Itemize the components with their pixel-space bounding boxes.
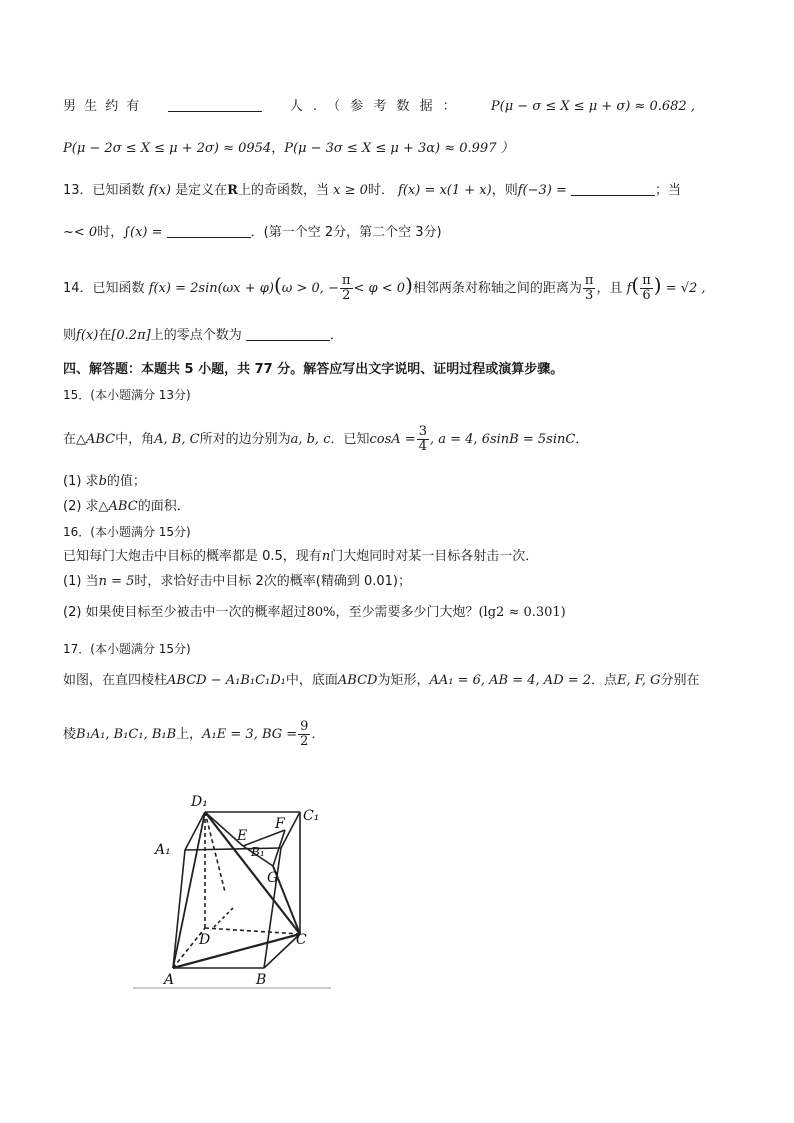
q17-heading: 17．(本小题满分 15分) <box>63 642 191 656</box>
fraction-9-over-2: $\frac{9}{2}$ <box>300 719 309 749</box>
q13-line-2 <box>63 223 442 243</box>
text: (2) 如果使目标至少被击中一次的概率超过 <box>63 605 307 620</box>
text: 则 <box>63 328 77 343</box>
text: ，且 <box>596 281 623 296</box>
line-ref-data-2 <box>63 139 514 159</box>
q15-body <box>63 422 588 458</box>
formula: ∫(x) = <box>123 225 163 240</box>
q17-body-2 <box>63 717 324 753</box>
text: ， <box>271 141 285 156</box>
formula: P(μ − 2σ ≤ X ≤ μ + 2σ) ≈ 0954 <box>63 141 272 156</box>
text: 人 . （ 参 考 数 据 ： <box>289 99 459 114</box>
formula: f(x) <box>76 328 99 343</box>
text: 的值； <box>106 474 146 489</box>
section-heading: 四、解答题：本题共 5 小题，共 77 分。解答应写出文字说明、证明过程或演算步骤。 <box>63 362 564 377</box>
label-E: E <box>237 828 248 844</box>
text: 的面积． <box>137 499 190 514</box>
formula: A, B, C <box>154 432 200 447</box>
formula: f(x) = 2sin(ωx + φ) <box>148 281 274 296</box>
text: (1) 当 <box>63 574 99 589</box>
text: 已知每门大炮击中目标的概率都是 0.5，现有 <box>63 549 322 564</box>
text: (1) 求 <box>63 474 99 489</box>
text: 为矩形， <box>377 673 430 688</box>
text: ． <box>575 432 589 447</box>
label-B1: B₁ <box>251 845 265 859</box>
label-A1: A₁ <box>155 842 171 858</box>
text: ．(第一个空 2分，第二个空 3分) <box>250 225 442 240</box>
formula: B₁A₁, B₁C₁, B₁B <box>76 727 177 742</box>
text: 在 <box>98 328 112 343</box>
q13-line-1 <box>63 181 681 201</box>
text: 时， <box>97 225 124 240</box>
q14-line-2 <box>63 326 343 346</box>
text: 时，求恰好击中目标 2次的概率(精确到 0.01)； <box>134 574 411 589</box>
label-F: F <box>275 816 285 832</box>
text: 14．已知函数 <box>63 281 145 296</box>
label-B: B <box>256 972 267 988</box>
formula: x ≥ 0 <box>333 183 368 198</box>
formula: f(x) <box>148 183 171 198</box>
formula: f <box>626 281 632 296</box>
line-ref-data-1 <box>63 97 695 117</box>
label-C: C <box>296 932 307 948</box>
text: ，则 <box>491 183 518 198</box>
formula: P(μ − 3σ ≤ X ≤ μ + 3α) ≈ 0.997 ） <box>284 141 514 156</box>
formula: b <box>98 474 107 489</box>
text: 是定义在 <box>175 183 228 198</box>
text: 如图，在直四棱柱 <box>63 673 168 688</box>
formula: ABCD <box>337 673 378 688</box>
q15-sub-2 <box>63 497 190 517</box>
fraction-pi-over-2: $\frac{\pi}{2}$ <box>341 273 351 303</box>
text: 13．已知函数 <box>63 183 145 198</box>
formula: A₁E = 3, BG = <box>202 727 298 742</box>
fraction-pi-over-3: $\frac{\pi}{3}$ <box>584 273 594 303</box>
formula: 80% <box>306 605 336 620</box>
q16-body <box>63 547 538 567</box>
text: 上的奇函数，当 <box>237 183 329 198</box>
text: 男 生 约 有 <box>63 99 142 114</box>
answer-blank[interactable] <box>246 326 330 341</box>
fraction-3-over-4: $\frac{3}{4}$ <box>418 424 427 454</box>
formula: n <box>321 549 331 564</box>
text: 中，底面 <box>285 673 338 688</box>
text: ；当 <box>655 183 682 198</box>
q17-body-1 <box>63 671 699 691</box>
text: ． <box>329 328 343 343</box>
text: 上的零点个数为 <box>150 328 242 343</box>
formula: ABCD − A₁B₁C₁D₁ <box>167 673 286 688</box>
formula: [0.2π] <box>111 328 151 343</box>
formula: ABC <box>86 432 116 447</box>
fraction-pi-over-6: $\frac{\pi}{6}$ <box>642 273 651 303</box>
label-A: A <box>164 972 175 988</box>
text: ．已知 <box>330 432 370 447</box>
formula: f(x) = x(1 + x) <box>398 183 492 198</box>
formula: f(−3) = <box>517 183 567 198</box>
formula: ABC <box>108 499 138 514</box>
q15-heading: 15．(本小题满分 13分) <box>63 388 191 402</box>
q16-sub-1 <box>63 572 411 592</box>
text: (2) 求△ <box>63 499 109 514</box>
formula: E, F, G <box>617 673 661 688</box>
label-D1: D₁ <box>191 794 208 810</box>
text: 相邻两条对称轴之间的距离为 <box>412 281 582 296</box>
text: 棱 <box>63 727 77 742</box>
formula: ω > 0, − <box>281 281 339 296</box>
text: 分别在 <box>660 673 700 688</box>
text: ，至少需要多少门大炮？ <box>335 605 479 620</box>
formula: < φ < 0 <box>353 281 406 296</box>
text: 上， <box>176 727 203 742</box>
q14-line-1: 14．已知函数 f(x) = 2sin(ωx + φ)(ω > 0, − $\frac{\pi}{2}$ < φ < 0)相邻两条对称轴之间的距离为 $\frac{\pi}{3}$ ，且 f( $\frac{\pi}{6}$ ) = √2 , <box>63 273 706 303</box>
formula: = √2 , <box>665 281 706 296</box>
text: 时． <box>367 183 394 198</box>
formula: ~< 0 <box>63 225 98 240</box>
set-symbol: R <box>227 183 238 198</box>
text: 在△ <box>63 432 86 447</box>
label-G: G <box>267 870 279 886</box>
formula: , a = 4, 6sinB = 5sinC <box>429 432 576 447</box>
answer-blank[interactable] <box>168 97 262 112</box>
q16-sub-2 <box>63 603 566 623</box>
formula: AA₁ = 6, AB = 4, AD = 2 <box>429 673 592 688</box>
answer-blank[interactable] <box>571 181 655 196</box>
label-D: D <box>199 932 211 948</box>
q15-sub-1 <box>63 472 146 492</box>
formula: (lg2 ≈ 0.301) <box>478 605 566 620</box>
text: 中，角 <box>115 432 155 447</box>
text: 所对的边分别为 <box>199 432 291 447</box>
formula: a, b, c <box>290 432 331 447</box>
prism-figure <box>133 788 333 990</box>
text: ． <box>311 727 325 742</box>
text: ．点 <box>591 673 618 688</box>
formula: n = 5 <box>98 574 135 589</box>
formula: cosA = <box>369 432 416 447</box>
text: 门大炮同时对某一目标各射击一次． <box>330 549 539 564</box>
q16-heading: 16．(本小题满分 15分) <box>63 525 191 539</box>
formula: P(μ − σ ≤ X ≤ μ + σ) ≈ 0.682 , <box>490 99 695 114</box>
answer-blank[interactable] <box>167 223 251 238</box>
label-C1: C₁ <box>303 808 320 824</box>
